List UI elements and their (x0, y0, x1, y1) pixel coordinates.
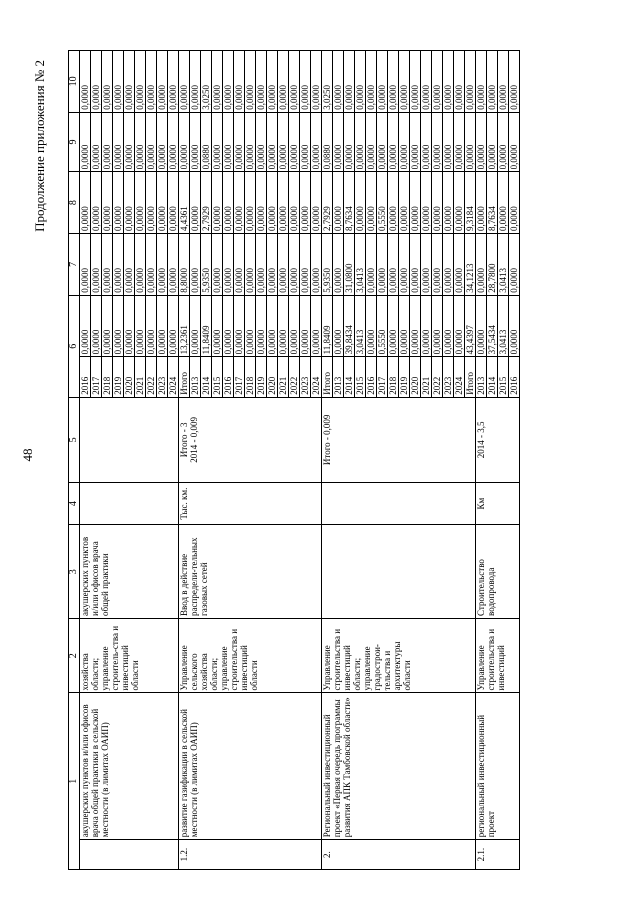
value-cell-6: 0,0000 (146, 295, 157, 357)
year-cell: 2020 (267, 357, 278, 397)
year-cell: 2017 (234, 357, 245, 397)
value-cell-9: 0,0000 (366, 112, 377, 172)
year-cell: 2016 (223, 357, 234, 397)
value-cell-8: 0,0000 (190, 172, 201, 234)
year-cell: Итого (465, 357, 476, 397)
value-cell-6: 3,0413 (355, 295, 366, 357)
year-cell: 2021 (135, 357, 146, 397)
value-cell-7: 0,0000 (333, 234, 344, 296)
year-cell: 2024 (168, 357, 179, 397)
unit: Км (476, 482, 520, 525)
value-cell-7: 0,0000 (135, 234, 146, 296)
value-cell-7: 0,0000 (256, 234, 267, 296)
value-cell-8: 0,0000 (157, 172, 168, 234)
value-cell-10: 0,0000 (212, 51, 223, 113)
value-cell-6: 43,4397 (465, 295, 476, 357)
value-cell-9: 0,0000 (234, 112, 245, 172)
value-cell-9: 0,0000 (179, 112, 190, 172)
value-cell-7: 0,0000 (443, 234, 454, 296)
value-cell-7: 0,0000 (289, 234, 300, 296)
value-cell-9: 0,0000 (311, 112, 322, 172)
value-cell-9: 0,0000 (355, 112, 366, 172)
value-cell-8: 0,0000 (212, 172, 223, 234)
year-cell: 2018 (102, 357, 113, 397)
value-cell-8: 0,0000 (113, 172, 124, 234)
value-cell-9: 0,0000 (410, 112, 421, 172)
value-cell-8: 0,0000 (388, 172, 399, 234)
value-cell-9: 0,0000 (223, 112, 234, 172)
value-cell-6: 0,0000 (80, 295, 91, 357)
value-cell-8: 0,0000 (234, 172, 245, 234)
value-cell-10: 3,0250 (322, 51, 333, 113)
value-cell-10: 0,0000 (124, 51, 135, 113)
value-cell-10: 0,0000 (454, 51, 465, 113)
value-cell-8: 4,4361 (179, 172, 190, 234)
value-cell-10: 0,0000 (421, 51, 432, 113)
value-cell-7: 0,0000 (234, 234, 245, 296)
value-cell-10: 0,0000 (256, 51, 267, 113)
value-cell-10: 0,0000 (399, 51, 410, 113)
value-cell-7: 0,0000 (278, 234, 289, 296)
value-cell-9: 0,0000 (421, 112, 432, 172)
value-cell-7: 8,8000 (179, 234, 190, 296)
value-cell-6: 0,0000 (168, 295, 179, 357)
value-cell-9: 0,0000 (80, 112, 91, 172)
value-cell-10: 0,0000 (234, 51, 245, 113)
value-cell-10: 0,0000 (465, 51, 476, 113)
value-cell-10: 0,0000 (498, 51, 509, 113)
value-cell-7: 0,0000 (399, 234, 410, 296)
value-cell-9: 0,0000 (454, 112, 465, 172)
measure-name: акушерских пунктов и/или офисов врача общей практики в сельской местности (в лимитах ОАИП) (80, 693, 179, 840)
value-cell-9: 0,0000 (245, 112, 256, 172)
year-cell: Итого (322, 357, 333, 397)
year-cell: 2019 (113, 357, 124, 397)
value-cell-6: 0,0000 (476, 295, 487, 357)
value-cell-10: 0,0000 (289, 51, 300, 113)
column-header: 9 (69, 112, 80, 172)
value-cell-8: 0,0000 (498, 172, 509, 234)
year-cell: 2023 (157, 357, 168, 397)
value-cell-6: 0,0000 (399, 295, 410, 357)
value-cell-6: 0,0000 (267, 295, 278, 357)
executor: хозяйства области; управление строитель-ства и инвестиций области (80, 618, 179, 692)
value-cell-7: 0,0000 (267, 234, 278, 296)
year-cell: 2013 (190, 357, 201, 397)
year-cell: 2020 (124, 357, 135, 397)
year-cell: 2018 (388, 357, 399, 397)
value-cell-10: 0,0000 (135, 51, 146, 113)
year-cell: 2019 (399, 357, 410, 397)
column-header: 1 (69, 693, 80, 870)
value-cell-8: 0,0000 (509, 172, 520, 234)
row-number: 1.2. (179, 840, 322, 870)
indicator: Строительство водопровода (476, 525, 520, 619)
value-cell-9: 0,0000 (344, 112, 355, 172)
value-cell-10: 0,0000 (432, 51, 443, 113)
year-cell: 2016 (80, 357, 91, 397)
value-cell-8: 0,0000 (223, 172, 234, 234)
value-cell-7: 0,0000 (509, 234, 520, 296)
period-cell (476, 397, 520, 482)
value-cell-8: 0,0000 (102, 172, 113, 234)
year-cell: 2016 (366, 357, 377, 397)
value-cell-10: 0,0000 (113, 51, 124, 113)
year-cell: 2017 (377, 357, 388, 397)
value-cell-10: 0,0000 (179, 51, 190, 113)
value-cell-10: 0,0000 (487, 51, 498, 113)
value-cell-6: 0,0000 (91, 295, 102, 357)
value-cell-7: 0,0000 (157, 234, 168, 296)
measure-name: развитие газификации в сельской местности (в лимитах ОАИП) (179, 693, 322, 840)
table-row (179, 51, 190, 870)
value-cell-8: 0,0000 (278, 172, 289, 234)
value-cell-6: 37,5434 (487, 295, 498, 357)
value-cell-10: 0,0000 (157, 51, 168, 113)
value-cell-10: 0,0000 (410, 51, 421, 113)
value-cell-7: 0,0000 (245, 234, 256, 296)
value-cell-10: 0,0000 (190, 51, 201, 113)
value-cell-9: 0,0000 (333, 112, 344, 172)
value-cell-8: 0,0000 (311, 172, 322, 234)
year-cell: 2021 (421, 357, 432, 397)
year-cell: 2014 (344, 357, 355, 397)
value-cell-10: 0,0000 (102, 51, 113, 113)
year-cell: Итого (179, 357, 190, 397)
value-cell-6: 0,0000 (333, 295, 344, 357)
value-cell-10: 0,0000 (311, 51, 322, 113)
executor: Управление строительства и инвестиций области; управление градострои-тельства и архитектуры области (322, 618, 476, 692)
year-cell: 2016 (509, 357, 520, 397)
continuation-heading: Продолжение приложения № 2 (32, 60, 47, 232)
value-cell-9: 0,0000 (91, 112, 102, 172)
value-cell-9: 0,0000 (267, 112, 278, 172)
value-cell-7: 5,9350 (201, 234, 212, 296)
value-cell-6: 11,8409 (322, 295, 333, 357)
value-cell-8: 0,5550 (377, 172, 388, 234)
value-cell-6: 0,0000 (113, 295, 124, 357)
value-cell-7: 0,0000 (454, 234, 465, 296)
value-cell-8: 0,0000 (454, 172, 465, 234)
column-header: 10 (69, 51, 80, 113)
value-cell-8: 0,0000 (410, 172, 421, 234)
value-cell-10: 0,0000 (333, 51, 344, 113)
value-cell-9: 0,0000 (157, 112, 168, 172)
value-cell-9: 0,0000 (124, 112, 135, 172)
period-cell (322, 397, 476, 482)
table-body (80, 51, 520, 870)
value-cell-6: 0,0000 (311, 295, 322, 357)
value-cell-8: 0,0000 (91, 172, 102, 234)
column-numbers-row (69, 51, 80, 870)
value-cell-6: 0,0000 (212, 295, 223, 357)
value-cell-6: 0,0000 (289, 295, 300, 357)
value-cell-6: 0,0000 (223, 295, 234, 357)
table-row (476, 51, 487, 870)
year-cell: 2017 (91, 357, 102, 397)
table-row (322, 51, 333, 870)
value-cell-9: 0,0000 (212, 112, 223, 172)
value-cell-10: 0,0000 (509, 51, 520, 113)
value-cell-8: 0,0000 (399, 172, 410, 234)
year-cell: 2015 (498, 357, 509, 397)
value-cell-6: 0,0000 (432, 295, 443, 357)
value-cell-8: 0,0000 (443, 172, 454, 234)
value-cell-7: 0,0000 (212, 234, 223, 296)
value-cell-8: 8,7634 (344, 172, 355, 234)
value-cell-7: 0,0000 (91, 234, 102, 296)
year-cell: 2014 (201, 357, 212, 397)
unit (80, 482, 179, 525)
value-cell-9: 0,0000 (509, 112, 520, 172)
year-cell: 2023 (300, 357, 311, 397)
value-cell-8: 0,0000 (355, 172, 366, 234)
value-cell-7: 0,0000 (432, 234, 443, 296)
value-cell-7: 0,0000 (311, 234, 322, 296)
value-cell-7: 0,0000 (146, 234, 157, 296)
value-cell-6: 0,0000 (443, 295, 454, 357)
value-cell-8: 0,0000 (124, 172, 135, 234)
period-value: 2014 - 0,009 (189, 416, 199, 463)
value-cell-6: 0,5550 (377, 295, 388, 357)
value-cell-8: 0,0000 (333, 172, 344, 234)
value-cell-9: 0,0880 (201, 112, 212, 172)
column-header: 5 (69, 397, 80, 482)
value-cell-8: 8,7634 (487, 172, 498, 234)
value-cell-10: 0,0000 (267, 51, 278, 113)
measure-name: региональный инвестиционный проект (476, 693, 520, 840)
column-header: 4 (69, 482, 80, 525)
value-cell-10: 0,0000 (344, 51, 355, 113)
year-cell: 2013 (333, 357, 344, 397)
value-cell-8: 0,0000 (267, 172, 278, 234)
year-cell: 2013 (476, 357, 487, 397)
year-cell: 2018 (245, 357, 256, 397)
value-cell-10: 0,0000 (300, 51, 311, 113)
value-cell-6: 0,0000 (388, 295, 399, 357)
page-number: 48 (20, 448, 35, 462)
value-cell-7: 0,0000 (300, 234, 311, 296)
block-total-label: Итого - 3 (179, 422, 189, 458)
value-cell-7: 5,9350 (322, 234, 333, 296)
value-cell-6: 0,0000 (300, 295, 311, 357)
value-cell-8: 0,0000 (80, 172, 91, 234)
value-cell-6: 0,0000 (135, 295, 146, 357)
value-cell-6: 0,0000 (278, 295, 289, 357)
value-cell-7: 0,0000 (476, 234, 487, 296)
indicator: акушерских пунктов и/или офисов врача общей практики (80, 525, 179, 619)
value-cell-6: 0,0000 (124, 295, 135, 357)
value-cell-7: 3,0413 (355, 234, 366, 296)
value-cell-10: 0,0000 (366, 51, 377, 113)
value-cell-7: 0,0000 (168, 234, 179, 296)
value-cell-6: 11,8409 (201, 295, 212, 357)
period-value: 2014 - 3,5 (476, 421, 486, 459)
year-cell: 2015 (212, 357, 223, 397)
indicator: Ввод в действие распредели-тельных газовых сетей (179, 525, 322, 619)
value-cell-6: 0,0000 (102, 295, 113, 357)
value-cell-6: 0,0000 (234, 295, 245, 357)
row-number (80, 840, 179, 870)
value-cell-10: 0,0000 (476, 51, 487, 113)
value-cell-9: 0,0000 (113, 112, 124, 172)
year-cell: 2022 (146, 357, 157, 397)
value-cell-10: 0,0000 (443, 51, 454, 113)
value-cell-6: 0,0000 (410, 295, 421, 357)
value-cell-9: 0,0000 (289, 112, 300, 172)
value-cell-10: 0,0000 (245, 51, 256, 113)
value-cell-7: 0,0000 (223, 234, 234, 296)
value-cell-9: 0,0000 (399, 112, 410, 172)
value-cell-8: 0,0000 (168, 172, 179, 234)
value-cell-9: 0,0000 (168, 112, 179, 172)
year-cell: 2022 (289, 357, 300, 397)
value-cell-10: 0,0000 (355, 51, 366, 113)
value-cell-6: 39,8434 (344, 295, 355, 357)
value-cell-7: 0,0000 (190, 234, 201, 296)
value-cell-7: 0,0000 (388, 234, 399, 296)
value-cell-7: 0,0000 (124, 234, 135, 296)
value-cell-9: 0,0000 (146, 112, 157, 172)
year-cell: 2021 (278, 357, 289, 397)
value-cell-7: 0,0000 (421, 234, 432, 296)
value-cell-8: 0,0000 (289, 172, 300, 234)
value-cell-9: 0,0000 (432, 112, 443, 172)
measure-name: Региональный инвестиционный проект «Первая очередь программы развития АПК Тамбовской области» (322, 693, 476, 840)
value-cell-8: 0,0000 (432, 172, 443, 234)
value-cell-10: 0,0000 (377, 51, 388, 113)
year-cell: 2024 (454, 357, 465, 397)
value-cell-8: 0,0000 (245, 172, 256, 234)
indicator (322, 525, 476, 619)
value-cell-9: 0,0000 (487, 112, 498, 172)
value-cell-8: 0,0000 (421, 172, 432, 234)
value-cell-8: 2,7929 (201, 172, 212, 234)
unit (322, 482, 476, 525)
year-cell: 2023 (443, 357, 454, 397)
column-header: 8 (69, 172, 80, 234)
value-cell-10: 0,0000 (168, 51, 179, 113)
year-cell: 2014 (487, 357, 498, 397)
value-cell-6: 0,0000 (421, 295, 432, 357)
value-cell-6: 0,0000 (509, 295, 520, 357)
executor: Управление строительства и инвестиций (476, 618, 520, 692)
program-table (68, 50, 520, 870)
table-row (80, 51, 91, 870)
row-number: 2. (322, 840, 476, 870)
value-cell-6: 0,0000 (256, 295, 267, 357)
value-cell-10: 3,0250 (201, 51, 212, 113)
value-cell-6: 0,0000 (245, 295, 256, 357)
year-cell: 2024 (311, 357, 322, 397)
value-cell-10: 0,0000 (91, 51, 102, 113)
value-cell-9: 0,0000 (388, 112, 399, 172)
year-cell: 2020 (410, 357, 421, 397)
value-cell-10: 0,0000 (278, 51, 289, 113)
value-cell-9: 0,0000 (300, 112, 311, 172)
value-cell-7: 0,0000 (377, 234, 388, 296)
row-number: 2.1. (476, 840, 520, 870)
value-cell-9: 0,0000 (278, 112, 289, 172)
value-cell-7: 34,1213 (465, 234, 476, 296)
value-cell-8: 0,0000 (146, 172, 157, 234)
value-cell-8: 0,0000 (476, 172, 487, 234)
value-cell-9: 0,0000 (476, 112, 487, 172)
value-cell-7: 0,0000 (410, 234, 421, 296)
value-cell-10: 0,0000 (146, 51, 157, 113)
value-cell-9: 0,0000 (256, 112, 267, 172)
value-cell-6: 0,0000 (157, 295, 168, 357)
value-cell-6: 13,2361 (179, 295, 190, 357)
column-header: 7 (69, 234, 80, 296)
value-cell-8: 0,0000 (256, 172, 267, 234)
value-cell-7: 28,7800 (487, 234, 498, 296)
year-cell: 2019 (256, 357, 267, 397)
value-cell-6: 0,0000 (190, 295, 201, 357)
value-cell-9: 0,0000 (498, 112, 509, 172)
value-cell-9: 0,0880 (322, 112, 333, 172)
value-cell-7: 0,0000 (80, 234, 91, 296)
value-cell-6: 0,0000 (366, 295, 377, 357)
value-cell-9: 0,0000 (102, 112, 113, 172)
value-cell-9: 0,0000 (465, 112, 476, 172)
year-cell: 2022 (432, 357, 443, 397)
rotated-page (20, 30, 620, 880)
value-cell-7: 3,0413 (498, 234, 509, 296)
value-cell-10: 0,0000 (223, 51, 234, 113)
value-cell-9: 0,0000 (443, 112, 454, 172)
block-total-label: Итого - 0,009 (322, 414, 332, 466)
value-cell-9: 0,0000 (135, 112, 146, 172)
value-cell-8: 9,3184 (465, 172, 476, 234)
value-cell-7: 0,0000 (102, 234, 113, 296)
value-cell-6: 3,0413 (498, 295, 509, 357)
value-cell-9: 0,0000 (190, 112, 201, 172)
unit: Тыс. км. (179, 482, 322, 525)
year-cell: 2015 (355, 357, 366, 397)
value-cell-7: 0,0000 (113, 234, 124, 296)
value-cell-10: 0,0000 (388, 51, 399, 113)
value-cell-7: 31,0800 (344, 234, 355, 296)
period-cell (179, 397, 322, 482)
value-cell-8: 0,0000 (366, 172, 377, 234)
value-cell-9: 0,0000 (377, 112, 388, 172)
value-cell-8: 2,7929 (322, 172, 333, 234)
column-header: 6 (69, 295, 80, 397)
column-header: 3 (69, 525, 80, 619)
value-cell-8: 0,0000 (300, 172, 311, 234)
period-cell (80, 397, 179, 482)
column-header: 2 (69, 618, 80, 692)
value-cell-6: 0,0000 (454, 295, 465, 357)
value-cell-7: 0,0000 (366, 234, 377, 296)
executor: Управление сельского хозяйства области; управление строительства и инвестиций области (179, 618, 322, 692)
value-cell-10: 0,0000 (80, 51, 91, 113)
value-cell-8: 0,0000 (135, 172, 146, 234)
